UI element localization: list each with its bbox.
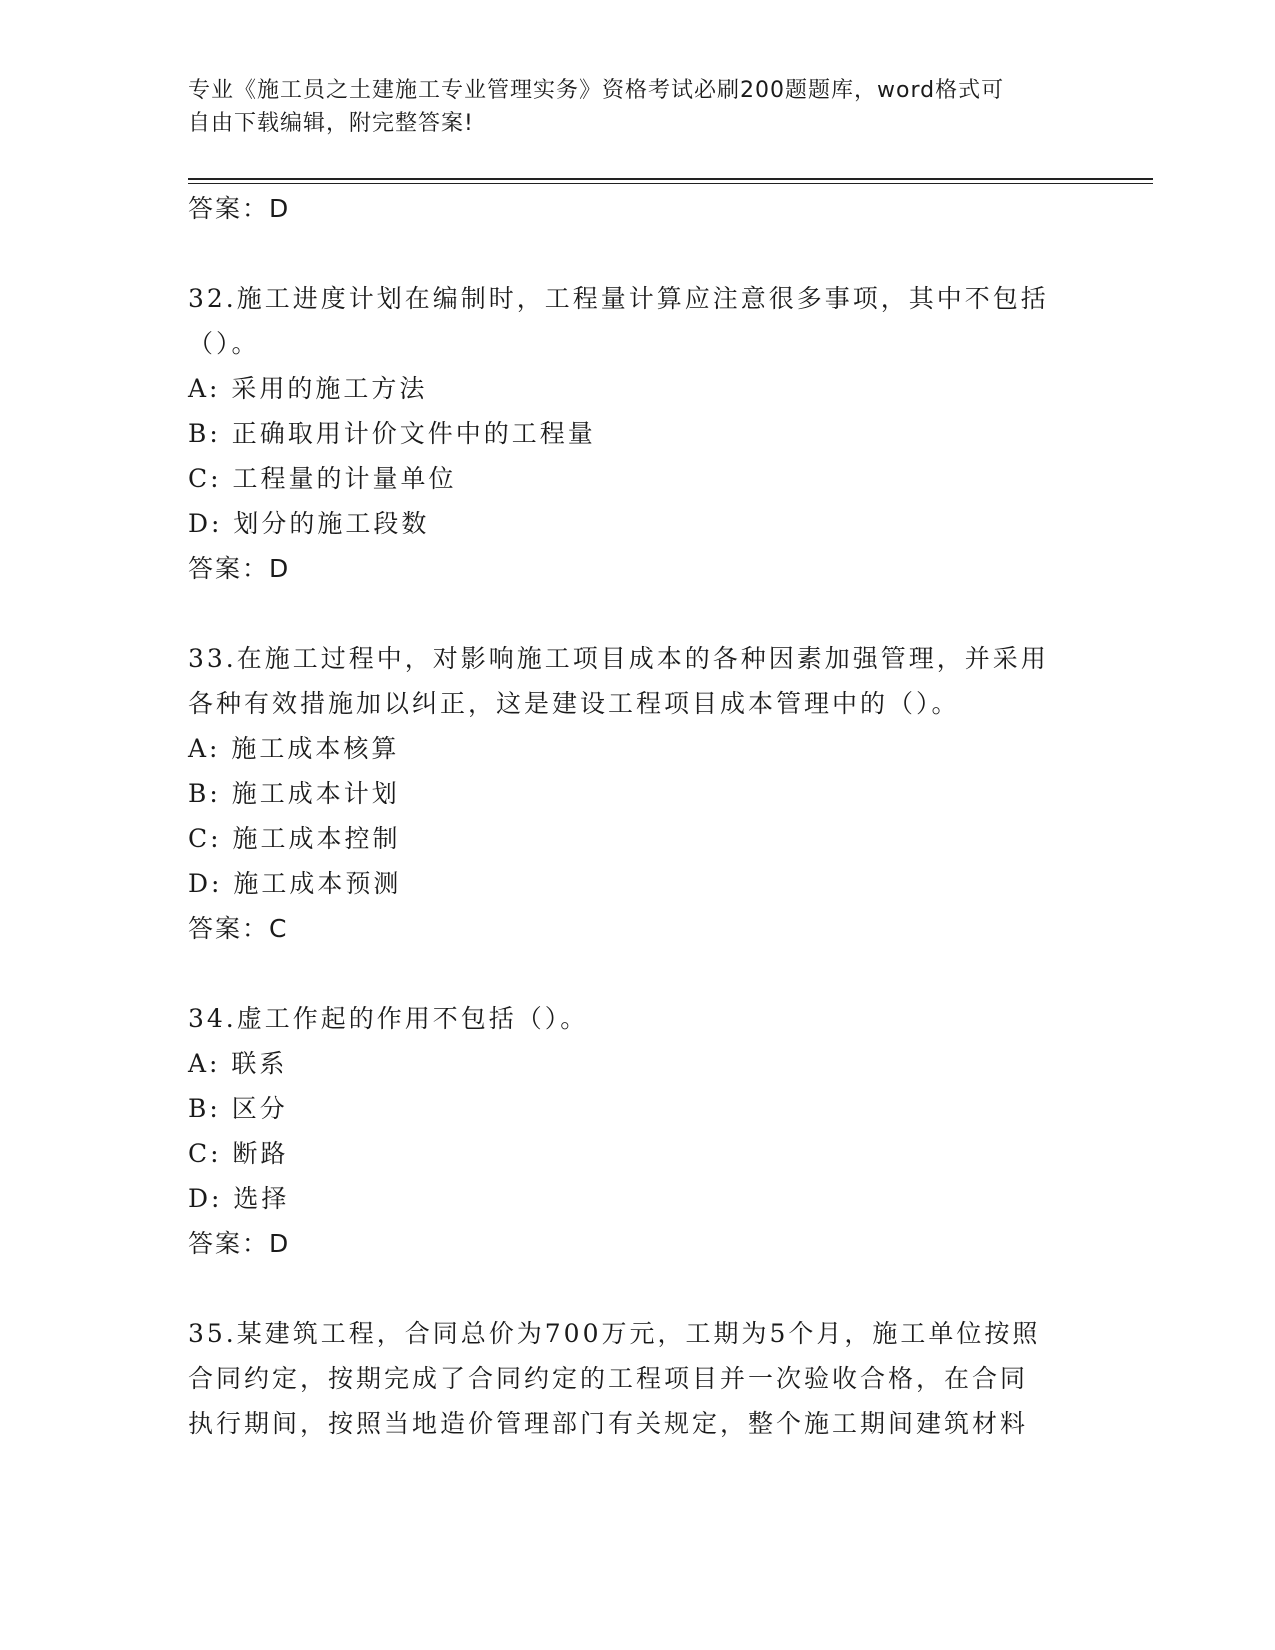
answer-line: 答案：D (188, 194, 291, 223)
option-a: A: 采用的施工方法 (188, 374, 428, 403)
spacer (188, 231, 1078, 276)
option-b: B: 施工成本计划 (188, 779, 400, 808)
spacer (188, 951, 1078, 996)
option-c: C: 施工成本控制 (188, 824, 401, 853)
question-text: （）。 (188, 329, 260, 358)
question-text: 35.某建筑工程，合同总价为700万元，工期为5个月，施工单位按照 (188, 1319, 1041, 1348)
option-b: B: 区分 (188, 1094, 288, 1123)
document-header (188, 74, 1068, 140)
header-rule-thick (188, 178, 1153, 180)
question-text: 32.施工进度计划在编制时，工程量计算应注意很多事项，其中不包括 (188, 284, 1049, 313)
answer-line: 答案：C (188, 914, 289, 943)
option-b: B: 正确取用计价文件中的工程量 (188, 419, 596, 448)
header-rule-thin (188, 183, 1153, 184)
option-d: D: 选择 (188, 1184, 290, 1213)
option-d: D: 施工成本预测 (188, 869, 402, 898)
answer-line: 答案：D (188, 554, 291, 583)
header-line-1: 专业《施工员之土建施工专业管理实务》资格考试必刷200题题库，word格式可 (188, 78, 1005, 103)
option-c: C: 断路 (188, 1139, 289, 1168)
question-text: 33.在施工过程中，对影响施工项目成本的各种因素加强管理，并采用 (188, 644, 1049, 673)
option-a: A: 联系 (188, 1049, 288, 1078)
question-block (188, 996, 1078, 1266)
header-line-2: 自由下载编辑，附完整答案! (188, 111, 474, 136)
answer-line: 答案：D (188, 1229, 291, 1258)
question-block (188, 1311, 1078, 1446)
option-c: C: 工程量的计量单位 (188, 464, 457, 493)
question-block (188, 636, 1078, 951)
question-content (188, 186, 1078, 1446)
option-a: A: 施工成本核算 (188, 734, 400, 763)
question-block (188, 276, 1078, 591)
question-text: 34.虚工作起的作用不包括（）。 (188, 1004, 589, 1033)
option-d: D: 划分的施工段数 (188, 509, 430, 538)
spacer (188, 1266, 1078, 1311)
question-text: 合同约定，按期完成了合同约定的工程项目并一次验收合格，在合同 (188, 1364, 1029, 1393)
spacer (188, 591, 1078, 636)
question-text: 执行期间，按照当地造价管理部门有关规定，整个施工期间建筑材料 (188, 1409, 1029, 1438)
question-text: 各种有效措施加以纠正，这是建设工程项目成本管理中的（）。 (188, 689, 960, 718)
